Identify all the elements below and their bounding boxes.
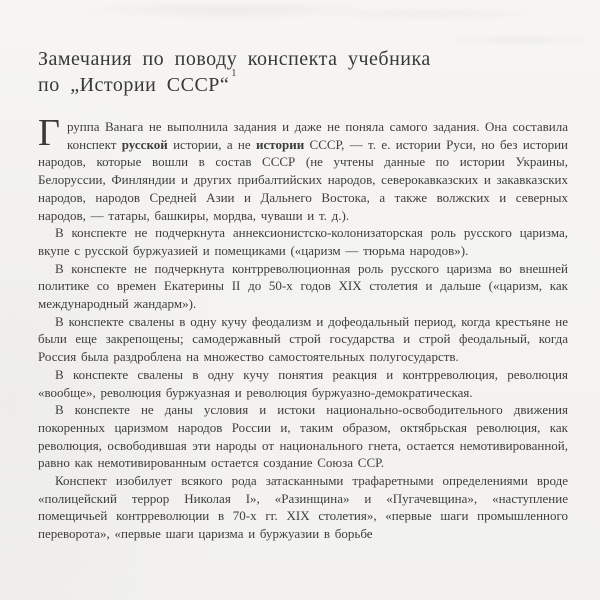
article-title [38, 46, 568, 98]
page-content [38, 46, 568, 543]
paragraph-text: истории, а не [167, 136, 256, 152]
article-body [38, 112, 568, 543]
paragraph-text: В конспекте свалены в одну кучу понятия реакция и контрреволюция, революция «вообще», революция буржуазная и революция буржуазно-демократическая. [38, 366, 568, 400]
paragraph [38, 366, 568, 401]
paragraph [38, 224, 568, 259]
paragraph [38, 112, 568, 224]
paragraph [38, 313, 568, 366]
paragraph [38, 401, 568, 472]
dropcap-letter: Г [38, 112, 60, 154]
paragraph-text: руппа Ванага не выполнила задания и даже не поняла самого задания. Она составила конспект [66, 119, 568, 152]
title-line-1: Замечания по поводу конспекта учебника [38, 48, 431, 70]
paragraph [38, 472, 568, 543]
title-line-2 [38, 68, 568, 98]
title-line-2-text: по „Истории СССР“ [38, 74, 230, 96]
paragraph-text: В конспекте не подчеркнута аннексионистско-колонизаторская роль русского царизма, вкупе с русской буржуазией и помещиками («царизм — тюрьма народов»). [38, 225, 568, 258]
paragraph-text: В конспекте не даны условия и истоки национально-освободительного движения покоренных царизмом народов России и, таким образом, октябрьская революция, как революция, освободившая эти народы от национального гнета, остается немотивированной, равно как немотивированным остается создание Союза ССР. [38, 402, 568, 471]
paragraph-text: В конспекте свалены в одну кучу феодализм и дофеодальный период, когда крестьяне не были еще закрепощены; самодержавный строй государства и строй феодальный, когда Россия была раздроблена на множество самостоятельных полугосударств. [38, 313, 568, 365]
paragraph-text: Конспект изобилует всякого рода затасканными трафаретными определениями вроде «полицейский террор Николая I», «Разинщина» и «Пугачевщина», «наступление помещичьей контрреволюции в 70-х гг. XIX столетия», «первые шаги промышленного переворота», «первые шаги царизма и буржуазии в борьбе [38, 473, 568, 542]
emphasized-text: истории [256, 136, 305, 152]
paragraph [38, 260, 568, 313]
footnote-mark: 1 [231, 68, 237, 80]
paragraph-text: СССР, — т. е. истории Руси, но без истории народов, которые вошли в состав СССР (не учтены данные по истории Украины, Белоруссии, Финляндии и других прибалтийских народов, северокавказских и закавказских народов, народов Средней Азии и Дальнего Востока, а также волжских и северных народов, — татары, башкиры, мордва, чуваши и т. д.). [38, 136, 568, 223]
emphasized-text: русской [121, 136, 168, 152]
paragraph-text: В конспекте не подчеркнута контрреволюционная роль русского царизма во внешней политике со времен Екатерины II до 50-х годов XIX столетия и дальше («царизм, как международный жандарм»). [38, 260, 568, 312]
